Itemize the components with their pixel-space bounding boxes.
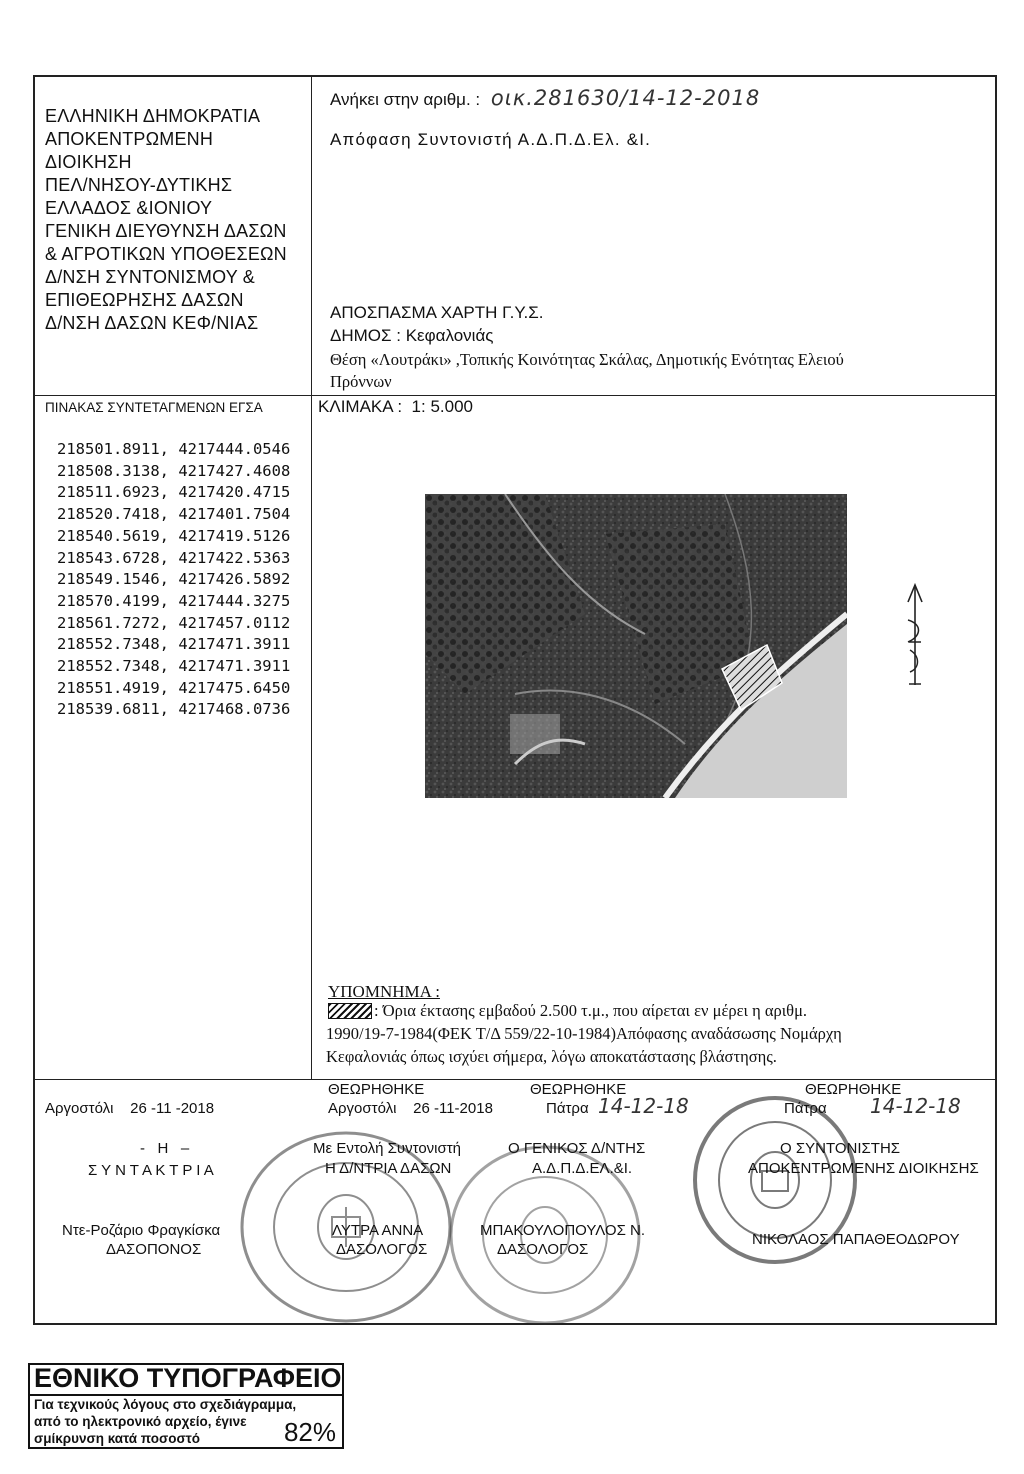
- legend-line: 1990/19-7-1984(ΦΕΚ Τ/Δ 559/22-10-1984)Απόφασης αναδάσωσης Νομάρχη: [326, 1024, 842, 1043]
- coords-list: [57, 439, 290, 721]
- right-date-hand: 14-12-18: [870, 1094, 961, 1118]
- left-place-date: Αργοστόλι 26 -11 -2018: [45, 1100, 215, 1117]
- signature-divider: [34, 1079, 996, 1080]
- coord-row: 218543.6728, 4217422.5363: [57, 548, 291, 567]
- map-scale: ΚΛΙΜΑΚΑ : 1: 5.000: [318, 397, 473, 416]
- map-extract-title: ΑΠΟΣΠΑΣΜΑ ΧΑΡΤΗ Γ.Υ.Σ.: [330, 303, 544, 322]
- coord-row: 218539.6811, 4217468.0736: [57, 700, 291, 719]
- municipality: ΔΗΜΟΣ : Κεφαλονιάς: [330, 326, 494, 345]
- belongs-row: [330, 86, 980, 110]
- coord-row: 218549.1546, 4217426.5892: [57, 570, 291, 589]
- legend-line: Κεφαλονιάς όπως ισχύει σήμερα, λόγω αποκατάστασης βλάστησης.: [326, 1047, 777, 1066]
- printer-line: σμίκρυνση κατά ποσοστό: [34, 1431, 200, 1446]
- right-line2: ΑΠΟΚΕΝΤΡΩΜΕΝΗΣ ΔΙΟΙΚΗΣΗΣ: [748, 1160, 979, 1177]
- printer-divider: [30, 1394, 342, 1396]
- location-line: Θέση «Λουτράκι» ,Τοπικής Κοινότητας Σκάλας, Δημοτικής Ενότητας Ελειού: [330, 350, 844, 369]
- mid-seen: ΘΕΩΡΗΘΗΚΕ: [328, 1081, 425, 1098]
- header-divider: [34, 395, 996, 396]
- mid-title: ΔΑΣΟΛΟΓΟΣ: [336, 1241, 428, 1258]
- authority-line: ΕΛΛΑΔΟΣ &ΙΟΝΙΟΥ: [45, 198, 213, 218]
- coord-row: 218561.7272, 4217457.0112: [57, 613, 291, 632]
- mid-line2: Η Δ/ΝΤΡΙΑ ΔΑΣΩΝ: [325, 1160, 452, 1177]
- mid-name: ΛΥΤΡΑ ΑΝΝΑ: [332, 1222, 424, 1239]
- printer-percent: 82%: [283, 1417, 336, 1447]
- left-role: Σ Υ Ν Τ Α Κ Τ Ρ Ι Α: [88, 1162, 214, 1179]
- authority-block: [45, 105, 305, 335]
- coord-row: 218508.3138, 4217427.4608: [57, 461, 291, 480]
- printer-box: [28, 1363, 344, 1449]
- mid2-name: ΜΠΑΚΟΥΛΟΠΟΥΛΟΣ Ν.: [480, 1222, 646, 1239]
- coord-row: 218501.8911, 4217444.0546: [57, 440, 291, 458]
- column-divider: [311, 76, 312, 1079]
- legend-hatch-swatch: [328, 1003, 372, 1019]
- authority-line: & ΑΓΡΟΤΙΚΩΝ ΥΠΟΘΕΣΕΩΝ: [45, 244, 287, 264]
- legend-title: ΥΠΟΜΝΗΜΑ :: [328, 982, 440, 1001]
- legend-line: : Όρια έκτασης εμβαδού 2.500 τ.μ., που αίρεται εν μέρει η αριθμ.: [374, 1001, 808, 1020]
- mid2-title: ΔΑΣΟΛΟΓΟΣ: [497, 1241, 589, 1258]
- mid2-seen: ΘΕΩΡΗΘΗΚΕ: [530, 1081, 627, 1098]
- mid2-date-hand: 14-12-18: [598, 1094, 689, 1118]
- right-line1: Ο ΣΥΝΤΟΝΙΣΤΗΣ: [780, 1140, 901, 1157]
- mid2-place: Πάτρα: [546, 1100, 589, 1117]
- authority-line: Δ/ΝΣΗ ΔΑΣΩΝ ΚΕΦ/ΝΙΑΣ: [45, 313, 259, 333]
- aerial-map-image: [425, 494, 847, 798]
- north-arrow-icon: [900, 580, 930, 695]
- authority-line: ΕΛΛΗΝΙΚΗ ΔΗΜΟΚΡΑΤΙΑ: [45, 106, 261, 126]
- authority-line: ΔΙΟΙΚΗΣΗ: [45, 152, 132, 172]
- belongs-label: Ανήκει στην αριθμ. :: [330, 90, 481, 109]
- coord-row: 218520.7418, 4217401.7504: [57, 505, 291, 524]
- authority-line: Δ/ΝΣΗ ΣΥΝΤΟΝΙΣΜΟΥ &: [45, 267, 255, 287]
- left-name: Ντε-Ροζάριο Φραγκίσκα: [62, 1222, 221, 1239]
- left-dash-h: - Η –: [140, 1140, 190, 1157]
- left-title: ΔΑΣΟΠΟΝΟΣ: [106, 1241, 202, 1258]
- right-name: ΝΙΚΟΛΑΟΣ ΠΑΠΑΘΕΟΔΩΡΟΥ: [752, 1231, 960, 1248]
- authority-line: ΑΠΟΚΕΝΤΡΩΜΕΝΗ: [45, 129, 214, 149]
- belongs-number: οικ.281630/14-12-2018: [490, 86, 761, 110]
- printer-line: Για τεχνικούς λόγους στο σχεδιάγραμμα,: [34, 1397, 297, 1412]
- coord-row: 218511.6923, 4217420.4715: [57, 483, 291, 502]
- printer-line: από το ηλεκτρονικό αρχείο, έγινε: [34, 1414, 247, 1429]
- coord-row: 218552.7348, 4217471.3911: [57, 657, 291, 676]
- coord-row: 218540.5619, 4217419.5126: [57, 526, 291, 545]
- mid-place-date: Αργοστόλι 26 -11-2018: [328, 1100, 493, 1117]
- mid-line1: Με Εντολή Συντονιστή: [313, 1140, 462, 1157]
- right-seen: ΘΕΩΡΗΘΗΚΕ: [805, 1081, 902, 1098]
- authority-line: ΠΕΛ/ΝΗΣΟΥ-ΔΥΤΙΚΗΣ: [45, 175, 233, 195]
- mid2-line1: Ο ΓΕΝΙΚΟΣ Δ/ΝΤΗΣ: [508, 1140, 646, 1157]
- coords-title: ΠΙΝΑΚΑΣ ΣΥΝΤΕΤΑΓΜΕΝΩΝ ΕΓΣΑ: [45, 400, 263, 415]
- printer-title: ΕΘΝΙΚΟ ΤΥΠΟΓΡΑΦΕΙΟ: [34, 1363, 342, 1393]
- authority-line: ΕΠΙΘΕΩΡΗΣΗΣ ΔΑΣΩΝ: [45, 290, 244, 310]
- right-place: Πάτρα: [784, 1100, 827, 1117]
- coord-row: 218552.7348, 4217471.3911: [57, 635, 291, 654]
- coord-row: 218570.4199, 4217444.3275: [57, 591, 291, 610]
- authority-line: ΓΕΝΙΚΗ ΔΙΕΥΘΥΝΣΗ ΔΑΣΩΝ: [45, 221, 287, 241]
- decision-title: Απόφαση Συντονιστή Α.Δ.Π.Δ.Ελ. &Ι.: [330, 130, 652, 149]
- location-line: Πρόννων: [330, 372, 392, 391]
- mid2-line2: Α.Δ.Π.Δ.ΕΛ.&Ι.: [532, 1160, 633, 1177]
- coord-row: 218551.4919, 4217475.6450: [57, 678, 291, 697]
